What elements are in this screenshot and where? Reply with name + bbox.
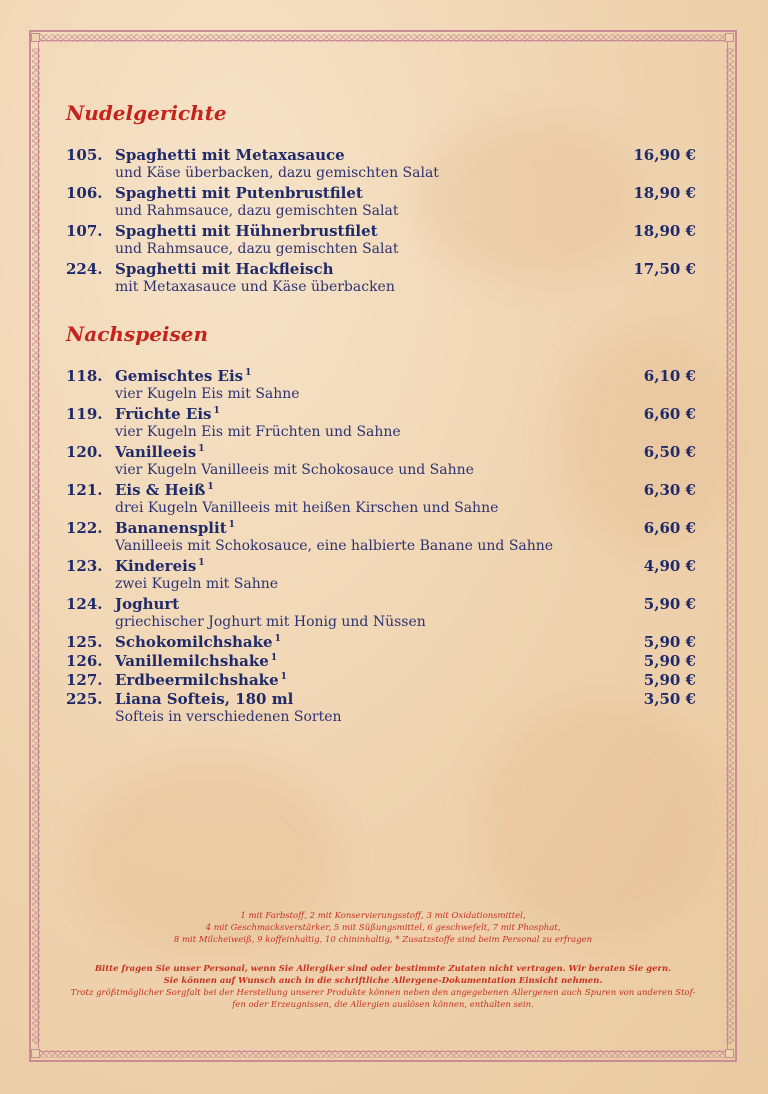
item-number: 126. bbox=[66, 652, 103, 670]
item-number: 123. bbox=[66, 557, 103, 575]
item-number: 122. bbox=[66, 519, 103, 537]
item-price: 5,90 € bbox=[643, 595, 696, 613]
item-name: Spaghetti mit Metaxasauce bbox=[115, 146, 345, 164]
additives-note: 4 mit Geschmacksverstärker, 5 mit Süßungsmittel, 6 geschwefelt, 7 mit Phosphat, bbox=[205, 923, 561, 933]
allergen-footnote: 1 bbox=[213, 406, 220, 416]
item-price: 3,50 € bbox=[643, 690, 696, 708]
item-price: 18,90 € bbox=[633, 184, 696, 202]
item-price: 6,10 € bbox=[643, 367, 696, 385]
item-number: 120. bbox=[66, 443, 103, 461]
item-price: 18,90 € bbox=[633, 222, 696, 240]
item-description: drei Kugeln Vanilleeis mit heißen Kirschen und Sahne bbox=[115, 500, 499, 516]
item-description: vier Kugeln Vanilleeis mit Schokosauce und Sahne bbox=[115, 462, 474, 478]
allergen-footnote: 1 bbox=[270, 653, 278, 663]
item-name: Eis & Heiß $^1$ bbox=[115, 481, 214, 499]
item-number: 224. bbox=[66, 260, 103, 278]
item-price: 6,30 € bbox=[643, 481, 696, 499]
frame-corner bbox=[31, 1049, 40, 1058]
item-price: 5,90 € bbox=[643, 633, 696, 651]
item-number: 105. bbox=[66, 146, 103, 164]
item-name: Spaghetti mit Hackfleisch bbox=[115, 260, 334, 278]
item-number: 121. bbox=[66, 481, 103, 499]
item-name: Joghurt bbox=[115, 595, 180, 613]
item-name: Kindereis $^1$ bbox=[115, 557, 205, 575]
allergen-footnote: 1 bbox=[198, 558, 205, 568]
item-description: zwei Kugeln mit Sahne bbox=[115, 576, 279, 592]
item-description: mit Metaxasauce und Käse überbacken bbox=[115, 279, 395, 295]
item-name: Schokomilchshake $^1$ bbox=[115, 633, 281, 651]
item-number: 118. bbox=[66, 367, 103, 385]
item-name: Liana Softeis, 180 ml bbox=[115, 690, 294, 708]
allergen-footnote: 1 bbox=[207, 482, 214, 492]
item-name: Bananensplit $^1$ bbox=[115, 519, 235, 537]
item-number: 124. bbox=[66, 595, 103, 613]
item-description: und Rahmsauce, dazu gemischten Salat bbox=[115, 203, 399, 219]
item-number: 107. bbox=[66, 222, 103, 240]
item-number: 125. bbox=[66, 633, 103, 651]
item-name: Vanillemilchshake $^1$ bbox=[115, 652, 278, 670]
item-name: Erdbeermilchshake $^1$ bbox=[115, 671, 287, 689]
item-name: Früchte Eis $^1$ bbox=[115, 405, 220, 423]
item-price: 6,60 € bbox=[643, 519, 696, 537]
allergen-footnote: 1 bbox=[274, 634, 281, 644]
additives-note: 8 mit Milcheiweiß, 9 koffeinhaltig, 10 chininhaltig, * Zusatzstoffe sind beim Personal zu erfragen bbox=[173, 935, 593, 945]
item-name: Vanilleeis $^1$ bbox=[115, 443, 205, 461]
item-name: Spaghetti mit Putenbrustfilet bbox=[115, 184, 363, 202]
additives-note: 1 mit Farbstoff, 2 mit Konservierungsstoff, 3 mit Oxidationsmittel, bbox=[240, 911, 526, 921]
item-price: 4,90 € bbox=[643, 557, 696, 575]
item-description: vier Kugeln Eis mit Sahne bbox=[115, 386, 300, 402]
item-price: 17,50 € bbox=[633, 260, 696, 278]
item-price: 6,50 € bbox=[643, 443, 696, 461]
frame-corner bbox=[31, 33, 40, 42]
item-description: vier Kugeln Eis mit Früchten und Sahne bbox=[115, 424, 401, 440]
section-title-nachspeisen: Nachspeisen bbox=[66, 322, 209, 346]
allergen-footnote: 1 bbox=[198, 444, 205, 454]
item-number: 127. bbox=[66, 671, 103, 689]
item-name: Gemischtes Eis $^1$ bbox=[115, 367, 252, 385]
item-number: 119. bbox=[66, 405, 103, 423]
allergen-footnote: 1 bbox=[245, 368, 252, 378]
item-description: Vanilleeis mit Schokosauce, eine halbierte Banane und Sahne bbox=[115, 538, 554, 554]
allergy-note: Sie können auf Wunsch auch in die schriftliche Allergene-Dokumentation Einsicht nehmen. bbox=[163, 976, 603, 986]
item-description: und Rahmsauce, dazu gemischten Salat bbox=[115, 241, 399, 257]
item-price: 16,90 € bbox=[633, 146, 696, 164]
section-title-nudelgerichte: Nudelgerichte bbox=[66, 101, 227, 125]
item-description: griechischer Joghurt mit Honig und Nüssen bbox=[115, 614, 426, 630]
allergy-disclaimer: fen oder Erzeugnissen, die Allergien auslösen können, enthalten sein. bbox=[232, 1000, 534, 1010]
allergy-note: Bitte fragen Sie unser Personal, wenn Sie Allergiker sind oder bestimmte Zutaten nicht vertragen. Wir beraten Sie gern. bbox=[94, 964, 672, 974]
frame-corner bbox=[725, 1049, 734, 1058]
allergen-footnote: 1 bbox=[280, 672, 287, 682]
item-number: 106. bbox=[66, 184, 103, 202]
item-description: und Käse überbacken, dazu gemischten Salat bbox=[115, 165, 439, 181]
item-price: 5,90 € bbox=[643, 671, 696, 689]
allergen-footnote: 1 bbox=[228, 520, 235, 530]
item-number: 225. bbox=[66, 690, 103, 708]
item-description: Softeis in verschiedenen Sorten bbox=[115, 709, 342, 725]
frame-corner bbox=[725, 33, 734, 42]
item-price: 6,60 € bbox=[643, 405, 696, 423]
item-price: 5,90 € bbox=[643, 652, 696, 670]
item-name: Spaghetti mit Hühnerbrustfilet bbox=[115, 222, 378, 240]
allergy-disclaimer: Trotz größtmöglicher Sorgfalt bei der Herstellung unserer Produkte können neben den angegebenen Allergenen auch Spuren von anderen Stof- bbox=[70, 988, 696, 998]
